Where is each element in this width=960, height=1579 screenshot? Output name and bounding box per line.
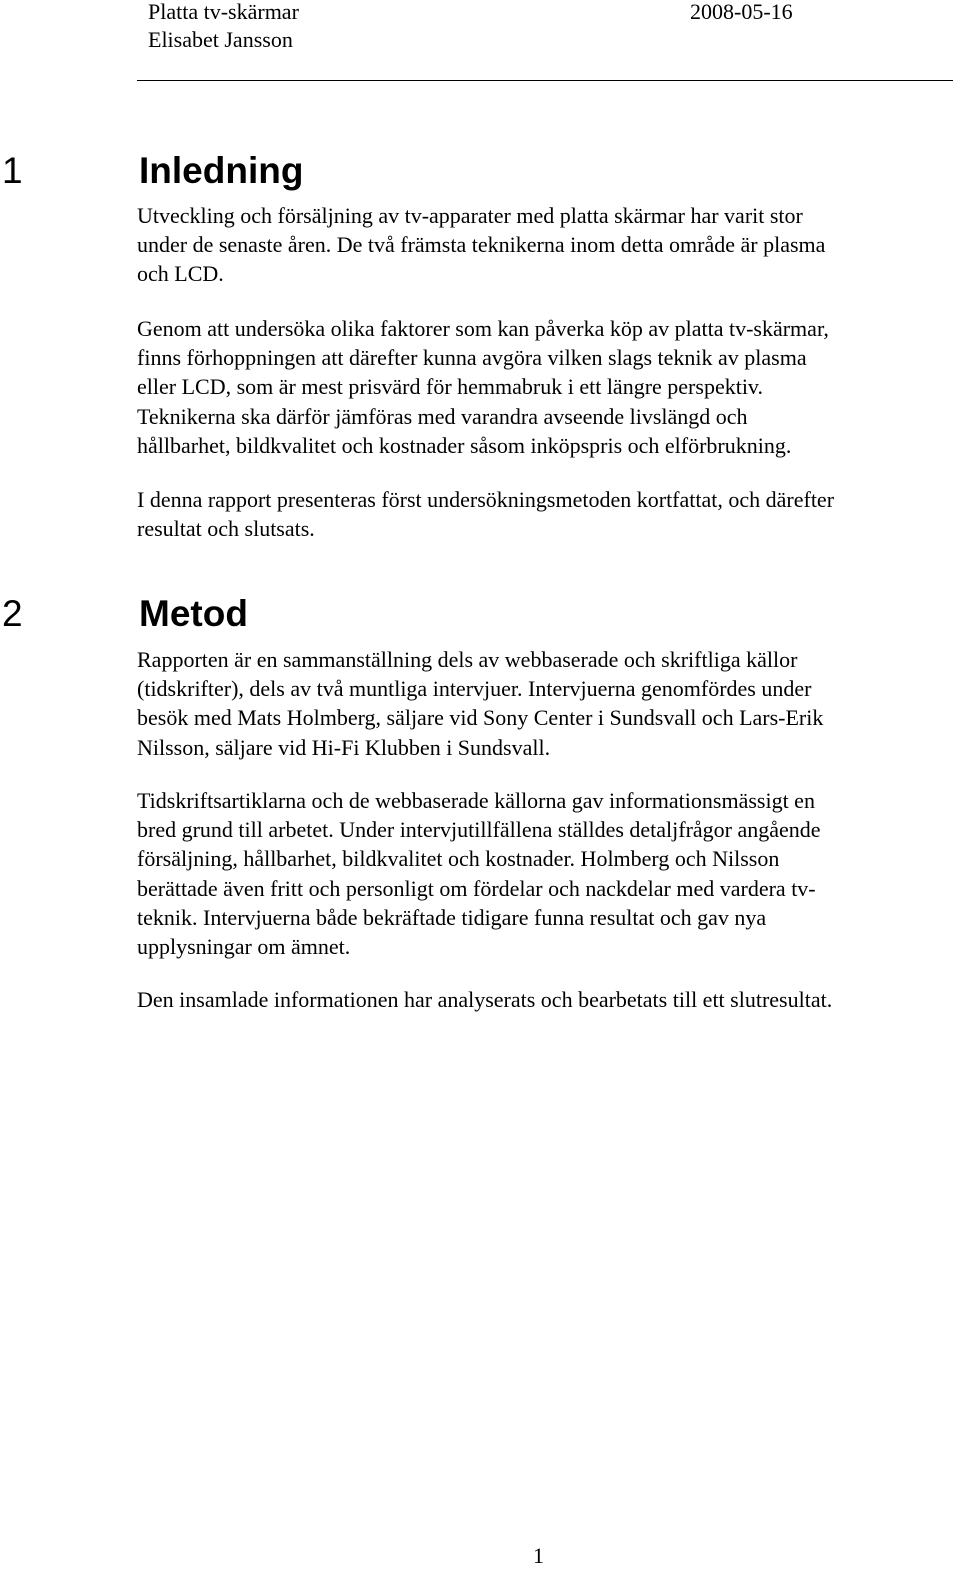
header-divider: [137, 80, 953, 81]
text-line: och LCD.: [137, 261, 224, 287]
text-line: Rapporten är en sammanställning dels av webbaserade och skriftliga källor: [137, 647, 798, 672]
text-line: bred grund till arbetet. Under intervjutillfällena ställdes detaljfrågor angående: [137, 817, 821, 843]
text-line: (tidskrifter), dels av två muntliga intervjuer. Intervjuerna genomfördes under: [137, 676, 812, 702]
paragraph: [137, 485, 937, 543]
text-line: Utveckling och försäljning av tv-apparater med platta skärmar har varit stor: [137, 203, 803, 228]
paragraph: [137, 786, 937, 961]
text-line: I denna rapport presenteras först undersökningsmetoden kortfattat, och därefter: [137, 487, 835, 512]
section-number: 1: [2, 150, 23, 191]
text-line: försäljning, hållbarhet, bildkvalitet och kostnader. Holmberg och Nilsson: [137, 846, 780, 872]
text-line: under de senaste åren. De två främsta teknikerna inom detta område är plasma: [137, 232, 826, 258]
paragraph: [137, 985, 937, 1014]
page-number: [0, 1541, 960, 1570]
text-line: teknik. Intervjuerna både bekräftade tidigare funna resultat och gav nya: [137, 904, 767, 930]
page-number-text: 1: [533, 1543, 544, 1568]
text-line: Genom att undersöka olika faktorer som kan påverka köp av platta tv-skärmar,: [137, 316, 829, 341]
text-line: eller LCD, som är mest prisvärd för hemmabruk i ett längre perspektiv.: [137, 374, 764, 400]
text-line: Teknikerna ska därför jämföras med varandra avseende livslängd och: [137, 403, 748, 429]
document-author: Elisabet Jansson: [148, 27, 293, 52]
section-title: Metod: [139, 593, 248, 634]
section-heading-metod: [2, 592, 702, 636]
paragraph: [137, 645, 937, 762]
text-line: Den insamlade informationen har analyserats och bearbetats till ett slutresultat.: [137, 987, 833, 1012]
text-line: besök med Mats Holmberg, säljare vid Sony Center i Sundsvall och Lars-Erik: [137, 705, 824, 731]
text-line: finns förhoppningen att därefter kunna avgöra vilken slags teknik av plasma: [137, 345, 807, 371]
section-number: 2: [2, 593, 23, 634]
text-line: Tidskriftsartiklarna och de webbaserade källorna gav informationsmässigt en: [137, 788, 815, 813]
document-date: 2008-05-16: [690, 0, 793, 24]
paragraph: [137, 314, 937, 460]
text-line: resultat och slutsats.: [137, 516, 315, 542]
document-title: Platta tv-skärmar: [148, 0, 299, 24]
section-heading-inledning: [2, 149, 702, 193]
section-title: Inledning: [139, 150, 304, 191]
text-line: hållbarhet, bildkvalitet och kostnader såsom inköpspris och elförbrukning.: [137, 432, 792, 458]
paragraph: [137, 201, 937, 289]
text-line: upplysningar om ämnet.: [137, 934, 351, 960]
text-line: berättade även fritt och personligt om fördelar och nackdelar med vardera tv-: [137, 875, 816, 901]
text-line: Nilsson, säljare vid Hi-Fi Klubben i Sundsvall.: [137, 734, 551, 760]
